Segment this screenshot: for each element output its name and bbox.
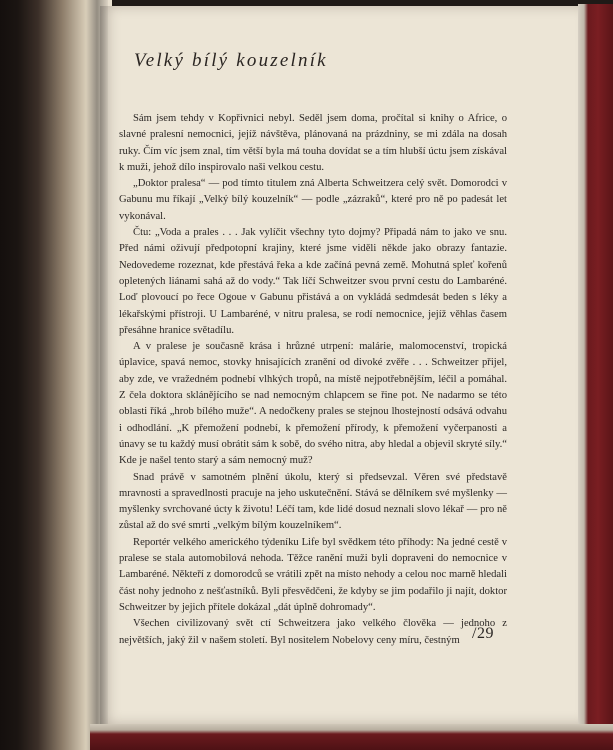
paragraph: A v pralese je současně krása i hrůzné utrpení: malárie, malomocenství, tropická úplavice, spavá nemoc, stovky hnisajících zranění od divoké zvěře . . . Schweitzer přijel, aby zde, ve vražedném podnebí vlhkých tropů, na místě nejpotřebnějším, léčil a pomáhal. Z čela doktora sklánějícího se nad nemocným chlapcem se řine pot. Ne nadarmo se této oblasti říká „hrob bílého muže“. A nedočkeny prales se stejnou lhostejností odsává odvahu i odhodlání. „K přemožení podnebí, k přemožení přírody, k přemožení vyčerpanosti a únavy se tu každý musí obrátit sám k sobě, do svého nitra, aby hledal a objevil skryté síly.“ Kde je našel tento starý a sám nemocný muž? xyxy=(119,341,507,467)
page-number: /29 xyxy=(472,625,494,642)
page-edge-right xyxy=(578,4,613,750)
paragraph: Sám jsem tehdy v Kopřivnici nebyl. Seděl jsem doma, pročítal si knihy o Africe, o slavné pralesní nemocnici, jejíž návštěva, plánovaná na prázdniny, se mi zdála na dosah ruky. Čím víc jsem znal, tím větší byla má touha dovídat se a tím hlubší úctu jsem získával k muži, jehož dílo inspirovalo naši velkou cestu. xyxy=(119,113,507,173)
page-edge-bottom xyxy=(90,724,613,750)
body-text xyxy=(119,111,507,649)
paragraph: Snad právě v samotném plnění úkolu, který si předsevzal. Věren své představě mravnosti a spravedlnosti pracuje na jeho uskutečnění. Stává se dělníkem své myšlenky — myšlenky svrchované úcty k životu! Léčí tam, kde lidé dosud neznali slovo lékař — pro ně zůstal až do své smrti „velkým bílým kouzelníkem“. xyxy=(119,471,507,532)
paragraph: Čtu: „Voda a prales . . . Jak vylíčit všechny tyto dojmy? Připadá nám to jako ve snu. Před námi oživují předpotopní krajiny, které jsme viděli někde jako obrazy fantazie. Nedovedeme rozeznat, kde přestává řeka a kde začíná pevná země. Mohutná spleť kořenů opletených liánami sahá až do vody.“ Tak líčí Schweitzer svou první cestu do Lambaréné. Loď plovoucí po řece Ogoue v Gabunu přistává a on vykládá sedmdesát beden s léky a lékařskými přístroji. U Lambaréné, v nitru pralesa, se rodí nemocnice, jejíž věhlas časem přesáhne hranice světadílu. xyxy=(119,227,507,336)
paragraph: Reportér velkého amerického týdeníku Life byl svědkem této příhody: Na jedné cestě v pralese se stala automobilová nehoda. Těžce ranění muži byli dopraveni do nemocnice v Lambaréné. Někteří z domorodců se vrátili zpět na místo nehody a celou noc marně hledali část nohy jednoho z nešťastníků. Byli přesvědčeni, že kdyby se jim podařilo ji najít, doktor Schweitzer by jejich přítele dokázal „dát úplně dohromady“. xyxy=(119,536,507,613)
paragraph: „Doktor pralesa“ — pod tímto titulem zná Alberta Schweitzera celý svět. Domorodci v Gabunu mu říkají „Velký bílý kouzelník“ — podle „zázraků“, které pro ně po padesát let vykonával. xyxy=(119,178,507,222)
book-gutter xyxy=(86,0,108,750)
chapter-title: Velký bílý kouzelník xyxy=(134,50,328,71)
paragraph: Všechen civilizovaný svět ctí Schweitzera jako velkého člověka — jednoho z největších, jaký žil v našem století. Byl nositelem Nobelovy ceny míru, čestným xyxy=(119,618,507,646)
